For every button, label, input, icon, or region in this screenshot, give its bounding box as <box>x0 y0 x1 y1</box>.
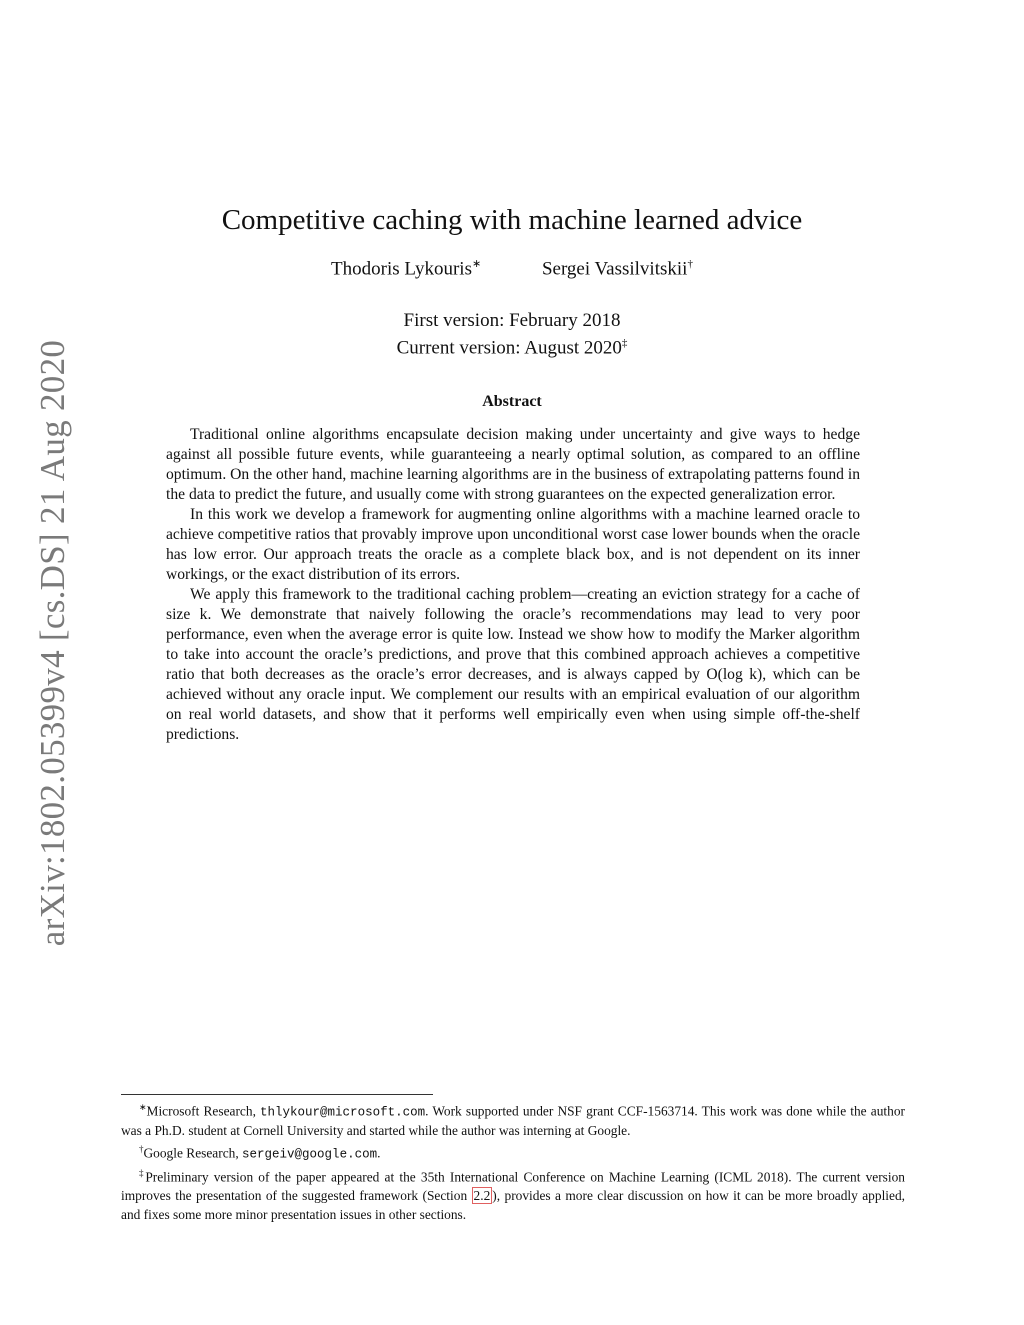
footnote-text: Microsoft Research, <box>146 1103 261 1119</box>
author-2 <box>542 258 693 280</box>
email-link[interactable]: sergeiv@google.com <box>242 1147 378 1162</box>
footnote-text: . <box>377 1145 381 1161</box>
abstract-body <box>166 425 860 745</box>
footnote-2 <box>121 1140 905 1164</box>
version-info <box>0 310 1024 359</box>
author-1 <box>331 257 481 280</box>
abstract-heading: Abstract <box>482 393 542 410</box>
footnote-mark[interactable]: † <box>687 258 693 270</box>
email-link[interactable]: thlykour@microsoft.com <box>260 1105 426 1120</box>
footnote-mark: ‡ <box>139 1168 146 1179</box>
footnote-mark: † <box>139 1144 144 1155</box>
arxiv-side-stamp <box>33 339 73 947</box>
first-version: First version: February 2018 <box>403 310 621 331</box>
abstract-paragraph: Traditional online algorithms encapsulate decision making under uncertainty and give ways to hedge against all possible future events, while guaranteeing a nearly optimal solution, as compared to an offline optimum. On the other hand, machine learning algorithms are in the business of extrapolating patterns found in the data to predict the future, and usually come with strong guarantees on the expected generalization error. <box>166 426 860 503</box>
footnotes <box>121 1098 905 1224</box>
author-name: Thodoris Lykouris <box>331 258 472 280</box>
footnote-mark: ∗ <box>139 1102 147 1112</box>
author-list <box>0 257 1024 280</box>
footnote-mark[interactable]: ∗ <box>471 258 482 270</box>
current-version-line <box>0 332 1024 359</box>
footnote-text: Preliminary version of the paper appeared at the 35th International Conference on Machine Learning (ICML 2018). The current version improves the presentation of the suggested framework (Section <box>121 1169 905 1204</box>
footnote-divider <box>121 1094 433 1095</box>
footnote-text: . Work supported under NSF grant CCF-1563714. This work was done while the author was a Ph.D. student at Cornell University and started while the author was interning at Google. <box>121 1103 905 1138</box>
section-reference-link[interactable]: 2.2 <box>473 1188 491 1204</box>
footnote-1 <box>121 1098 905 1140</box>
paper-title: Competitive caching with machine learned advice <box>221 204 803 237</box>
arxiv-id: arXiv:1802.05399v4 [cs.DS] 21 Aug 2020 <box>33 339 72 947</box>
abstract-paragraph: We apply this framework to the traditional caching problem—creating an eviction strategy for a cache of size k. We demonstrate that naively following the oracle’s recommendations may lead to very poor performance, even when the average error is quite low. Instead we show how to modify the Marker algorithm to take into account the oracle’s predictions, and prove that this combined approach achieves a competitive ratio that both decreases as the oracle’s error decreases, and is always capped by O(log k), which can be achieved without any oracle input. We complement our results with an empirical evaluation of our algorithm on real world datasets, and show that it performs well empirically even when using simple off-the-shelf predictions. <box>166 586 860 743</box>
author-name: Sergei Vassilvitskii <box>541 258 688 280</box>
footnote-text: Google Research, <box>143 1145 243 1161</box>
footnote-text: ), provides a more clear discussion on how it can be more broadly applied, and fixes some more minor presentation issues in other sections. <box>121 1188 906 1222</box>
footnote-3 <box>121 1164 905 1224</box>
footnote-mark[interactable]: ‡ <box>621 337 628 349</box>
current-version: Current version: August 2020 <box>396 337 622 359</box>
abstract-paragraph: In this work we develop a framework for augmenting online algorithms with a machine learned oracle to achieve competitive ratios that provably improve upon unconditional worst case lower bounds when the oracle has low error. Our approach treats the oracle as a complete black box, and is not dependent on its inner workings, or the exact distribution of its errors. <box>166 506 860 583</box>
